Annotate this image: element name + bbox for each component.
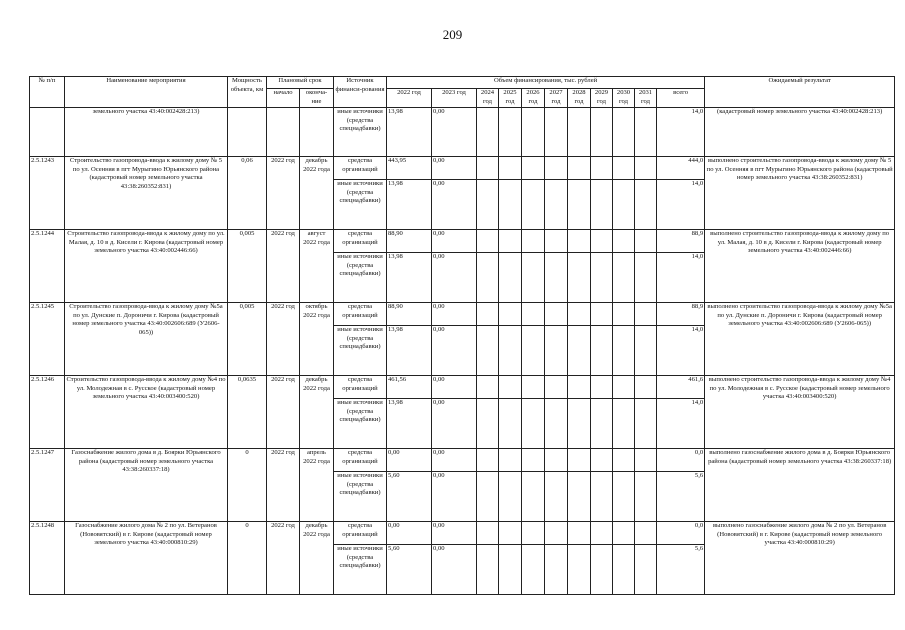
empty-year-cell xyxy=(477,157,499,180)
row-number: 2.5.1244 xyxy=(30,230,65,303)
empty-year-cell xyxy=(591,326,613,376)
row-2022-b: 13,98 xyxy=(387,399,432,449)
table-row xyxy=(30,157,895,180)
header-num: № п/п xyxy=(30,77,65,108)
empty-year-cell xyxy=(499,449,522,472)
row-2022: 13,98 xyxy=(387,108,432,157)
empty-year-cell xyxy=(568,545,591,595)
empty-year-cell xyxy=(522,180,545,230)
row-source-1: средства организаций xyxy=(334,449,387,472)
empty-year-cell xyxy=(477,230,499,253)
row-result: выполнено газоснабжение жилого дома № 2 по ул. Ветеранов (Нововятский) в г. Кирове (кадастровый номер земельного участка 43:40:000810:29) xyxy=(705,522,895,595)
row-2023-a: 0,00 xyxy=(432,303,477,326)
row-end: октябрь 2022 года xyxy=(300,303,334,376)
empty-year-cell xyxy=(635,303,657,326)
empty-year-cell xyxy=(477,399,499,449)
empty-year-cell xyxy=(591,472,613,522)
header-power: Мощность объекта, км xyxy=(228,77,267,108)
empty-year-cell xyxy=(545,303,568,326)
header-source: Источник финанси-рования xyxy=(334,77,387,108)
row-2022-a: 443,95 xyxy=(387,157,432,180)
header-2026: 2026 год xyxy=(522,89,545,108)
row-2023-b: 0,00 xyxy=(432,545,477,595)
empty-year-cell xyxy=(613,449,635,472)
header-2030: 2030 год xyxy=(613,89,635,108)
row-end: декабрь 2022 года xyxy=(300,157,334,230)
row-source-2: иные источники (средства спецнадбавки) xyxy=(334,180,387,230)
empty-year-cell xyxy=(499,253,522,303)
empty-year-cell xyxy=(522,399,545,449)
header-2029: 2029 год xyxy=(591,89,613,108)
row-power: 0,06 xyxy=(228,157,267,230)
empty-year-cell xyxy=(545,230,568,253)
empty-year-cell xyxy=(545,326,568,376)
row-name: Строительство газопровода-ввода к жилому дому №4 по ул. Молодежная в с. Русское (кадастровый номер земельного участка 43:40:003400:520) xyxy=(65,376,228,449)
row-2022-b: 5,60 xyxy=(387,472,432,522)
row-result: выполнено строительство газопровода-ввода к жилому дому №4 по ул. Молодежная в с. Русское (кадастровый номер земельного участка 43:40:003400:520) xyxy=(705,376,895,449)
row-source-2: иные источники (средства спецнадбавки) xyxy=(334,545,387,595)
empty-year-cell xyxy=(545,449,568,472)
empty-year-cell xyxy=(635,326,657,376)
row-name: Строительство газопровода-ввода к жилому дому по ул. Малая, д. 10 в д. Кисели г. Кирова (кадастровый номер земельного участка 43:40:002446:66) xyxy=(65,230,228,303)
header-total: всего xyxy=(657,89,705,108)
header-2023: 2023 год xyxy=(432,89,477,108)
row-power: 0 xyxy=(228,449,267,522)
empty-year-cell xyxy=(477,545,499,595)
row-2023-b: 0,00 xyxy=(432,253,477,303)
empty-year-cell xyxy=(522,376,545,399)
row-start: 2022 год xyxy=(267,230,300,303)
empty-year-cell xyxy=(477,326,499,376)
header-term-end: оконча-ние xyxy=(300,89,334,108)
empty-year-cell xyxy=(499,545,522,595)
empty-year-cell xyxy=(635,472,657,522)
empty-year-cell xyxy=(591,399,613,449)
row-2023-a: 0,00 xyxy=(432,522,477,545)
empty-year-cell xyxy=(477,522,499,545)
empty-year-cell xyxy=(591,449,613,472)
row-total-b: 5,6 xyxy=(657,545,705,595)
empty-year-cell xyxy=(477,180,499,230)
row-number: 2.5.1247 xyxy=(30,449,65,522)
empty-year-cell xyxy=(613,545,635,595)
empty-year-cell xyxy=(545,472,568,522)
empty-year-cell xyxy=(545,545,568,595)
row-total-a: 0,0 xyxy=(657,449,705,472)
empty-year-cell xyxy=(568,326,591,376)
empty-year-cell xyxy=(568,376,591,399)
row-2023-b: 0,00 xyxy=(432,472,477,522)
table-row xyxy=(30,522,895,545)
empty-year-cell xyxy=(522,157,545,180)
row-number: 2.5.1245 xyxy=(30,303,65,376)
empty-year-cell xyxy=(499,326,522,376)
empty-year-cell xyxy=(545,180,568,230)
empty-year-cell xyxy=(477,253,499,303)
row-end: апрель 2022 года xyxy=(300,449,334,522)
empty-year-cell xyxy=(613,522,635,545)
row-2022-b: 13,98 xyxy=(387,180,432,230)
empty-year-cell xyxy=(635,157,657,180)
empty-year-cell xyxy=(591,230,613,253)
page-number: 209 xyxy=(442,27,463,42)
table-row xyxy=(30,376,895,399)
row-result: выполнено строительство газопровода-ввода к жилому дому № 5 по ул. Осенняя в пгт Мурыгино Юрьянского района (кадастровый номер земельного участка 43:38:260352:831) xyxy=(705,157,895,230)
empty-year-cell xyxy=(613,230,635,253)
row-source-2: иные источники (средства спецнадбавки) xyxy=(334,399,387,449)
row-2022-a: 0,00 xyxy=(387,522,432,545)
empty-year-cell xyxy=(477,449,499,472)
empty-year-cell xyxy=(545,157,568,180)
empty-year-cell xyxy=(499,180,522,230)
row-name: Газоснабжение жилого дома в д. Боярки Юрьянского района (кадастровый номер земельного участка 43:38:260337:18) xyxy=(65,449,228,522)
empty-year-cell xyxy=(499,303,522,326)
empty-year-cell xyxy=(522,545,545,595)
empty-year-cell xyxy=(499,399,522,449)
row-start: 2022 год xyxy=(267,157,300,230)
row-2022-a: 88,90 xyxy=(387,230,432,253)
empty-year-cell xyxy=(635,449,657,472)
empty-year-cell xyxy=(635,376,657,399)
row-source-2: иные источники (средства спецнадбавки) xyxy=(334,326,387,376)
row-source-1: средства организаций xyxy=(334,303,387,326)
row-source-1: средства организаций xyxy=(334,376,387,399)
empty-year-cell xyxy=(545,399,568,449)
header-result: Ожидаемый результат xyxy=(705,77,895,108)
empty-year-cell xyxy=(591,157,613,180)
empty-year-cell xyxy=(635,399,657,449)
row-power: 0,0635 xyxy=(228,376,267,449)
header-name: Наименование мероприятия xyxy=(65,77,228,108)
row-name: Строительство газопровода-ввода к жилому дому №5а по ул. Дунские п. Дороничи г. Кирова (кадастровый номер земельного участка 43:40:002606:689 (У2606-065)) xyxy=(65,303,228,376)
empty-year-cell xyxy=(568,522,591,545)
empty-year-cell xyxy=(522,522,545,545)
empty-year-cell xyxy=(568,399,591,449)
row-2023-b: 0,00 xyxy=(432,399,477,449)
row-power: 0 xyxy=(228,522,267,595)
empty-year-cell xyxy=(613,157,635,180)
row-total-a: 88,9 xyxy=(657,230,705,253)
row-source-2: иные источники (средства спецнадбавки) xyxy=(334,253,387,303)
row-number: 2.5.1243 xyxy=(30,157,65,230)
row-name: Строительство газопровода-ввода к жилому дому № 5 по ул. Осенняя в пгт Мурыгино Юрьянского района (кадастровый номер земельного участка 43:38:260352:831) xyxy=(65,157,228,230)
row-start: 2022 год xyxy=(267,376,300,449)
table-row xyxy=(30,303,895,326)
row-2023: 0,00 xyxy=(432,108,477,157)
row-total-a: 88,9 xyxy=(657,303,705,326)
empty-year-cell xyxy=(477,472,499,522)
row-result: выполнено строительство газопровода-ввода к жилому дому по ул. Малая, д. 10 в д. Кисели г. Кирова (кадастровый номер земельного участка 43:40:002446:66) xyxy=(705,230,895,303)
empty-year-cell xyxy=(635,180,657,230)
empty-year-cell xyxy=(613,303,635,326)
empty-year-cell xyxy=(522,253,545,303)
empty-year-cell xyxy=(613,180,635,230)
empty-year-cell xyxy=(635,230,657,253)
header-2031: 2031 год xyxy=(635,89,657,108)
row-end: август 2022 года xyxy=(300,230,334,303)
row-number: 2.5.1248 xyxy=(30,522,65,595)
row-2023-b: 0,00 xyxy=(432,326,477,376)
empty-year-cell xyxy=(522,303,545,326)
empty-year-cell xyxy=(613,399,635,449)
header-term: Плановый срок xyxy=(267,77,334,89)
row-total-b: 14,0 xyxy=(657,180,705,230)
empty-year-cell xyxy=(635,545,657,595)
header-2024: 2024 год xyxy=(477,89,499,108)
row-2022-a: 88,90 xyxy=(387,303,432,326)
row-source-1: средства организаций xyxy=(334,230,387,253)
row-2023-a: 0,00 xyxy=(432,449,477,472)
empty-year-cell xyxy=(545,253,568,303)
empty-year-cell xyxy=(545,376,568,399)
empty-year-cell xyxy=(522,326,545,376)
empty-year-cell xyxy=(522,449,545,472)
empty-year-cell xyxy=(499,230,522,253)
row-result: выполнено строительство газопровода-ввода к жилому дому №5а по ул. Дунские п. Дороничи г. Кирова (кадастровый номер земельного участка 43:40:002606:689 (У2606-065)) xyxy=(705,303,895,376)
row-total-b: 14,0 xyxy=(657,399,705,449)
table-row xyxy=(30,230,895,253)
empty-year-cell xyxy=(591,522,613,545)
empty-year-cell xyxy=(591,180,613,230)
row-total-b: 14,0 xyxy=(657,253,705,303)
row-2022-a: 461,56 xyxy=(387,376,432,399)
empty-year-cell xyxy=(591,545,613,595)
empty-year-cell xyxy=(568,157,591,180)
row-2023-a: 0,00 xyxy=(432,376,477,399)
row-source-1: средства организаций xyxy=(334,157,387,180)
row-start: 2022 год xyxy=(267,449,300,522)
row-2022-a: 0,00 xyxy=(387,449,432,472)
empty-year-cell xyxy=(635,522,657,545)
row-power: 0,005 xyxy=(228,230,267,303)
row-total-b: 5,6 xyxy=(657,472,705,522)
row-2023-b: 0,00 xyxy=(432,180,477,230)
row-2023-a: 0,00 xyxy=(432,230,477,253)
empty-year-cell xyxy=(477,376,499,399)
row-2022-b: 13,98 xyxy=(387,326,432,376)
empty-year-cell xyxy=(499,157,522,180)
row-name: Газоснабжение жилого дома № 2 по ул. Ветеранов (Нововятский) в г. Кирове (кадастровый номер земельного участка 43:40:000810:29) xyxy=(65,522,228,595)
empty-year-cell xyxy=(522,472,545,522)
row-source-1: средства организаций xyxy=(334,522,387,545)
row-end: декабрь 2022 года xyxy=(300,376,334,449)
row-total-a: 461,6 xyxy=(657,376,705,399)
empty-year-cell xyxy=(591,376,613,399)
empty-year-cell xyxy=(568,180,591,230)
row-2022-b: 5,60 xyxy=(387,545,432,595)
empty-year-cell xyxy=(568,449,591,472)
financing-table xyxy=(29,76,895,595)
table-row-continued xyxy=(30,108,895,157)
row-source-2: иные источники (средства спецнадбавки) xyxy=(334,472,387,522)
empty-year-cell xyxy=(477,303,499,326)
header-2025: 2025 год xyxy=(499,89,522,108)
row-name: земельного участка 43:40:002428:213) xyxy=(65,108,228,157)
empty-year-cell xyxy=(613,472,635,522)
empty-year-cell xyxy=(499,472,522,522)
row-number: 2.5.1246 xyxy=(30,376,65,449)
row-end: декабрь 2022 года xyxy=(300,522,334,595)
empty-year-cell xyxy=(568,303,591,326)
empty-year-cell xyxy=(568,230,591,253)
empty-year-cell xyxy=(522,230,545,253)
header-volume: Объем финансирования, тыс. рублей xyxy=(387,77,705,89)
empty-year-cell xyxy=(499,522,522,545)
row-total-a: 0,0 xyxy=(657,522,705,545)
row-total: 14,0 xyxy=(657,108,705,157)
empty-year-cell xyxy=(568,472,591,522)
row-total-b: 14,0 xyxy=(657,326,705,376)
empty-year-cell xyxy=(613,376,635,399)
row-start: 2022 год xyxy=(267,303,300,376)
row-start: 2022 год xyxy=(267,522,300,595)
empty-year-cell xyxy=(499,376,522,399)
table-body xyxy=(30,108,895,595)
row-total-a: 444,0 xyxy=(657,157,705,180)
empty-year-cell xyxy=(568,253,591,303)
row-power: 0,005 xyxy=(228,303,267,376)
header-2028: 2028 год xyxy=(568,89,591,108)
empty-year-cell xyxy=(635,253,657,303)
empty-year-cell xyxy=(613,253,635,303)
row-result: выполнено газоснабжение жилого дома в д. Боярки Юрьянского района (кадастровый номер земельного участка 43:38:260337:18) xyxy=(705,449,895,522)
row-source: иные источники (средства спецнадбавки) xyxy=(334,108,387,157)
header-2027: 2027 год xyxy=(545,89,568,108)
row-2023-a: 0,00 xyxy=(432,157,477,180)
empty-year-cell xyxy=(591,253,613,303)
empty-year-cell xyxy=(613,326,635,376)
header-term-start: начало xyxy=(267,89,300,108)
empty-year-cell xyxy=(545,522,568,545)
header-2022: 2022 год xyxy=(387,89,432,108)
table-row xyxy=(30,449,895,472)
empty-year-cell xyxy=(591,303,613,326)
row-2022-b: 13,98 xyxy=(387,253,432,303)
row-result: (кадастровый номер земельного участка 43:40:002428:213) xyxy=(705,108,895,157)
